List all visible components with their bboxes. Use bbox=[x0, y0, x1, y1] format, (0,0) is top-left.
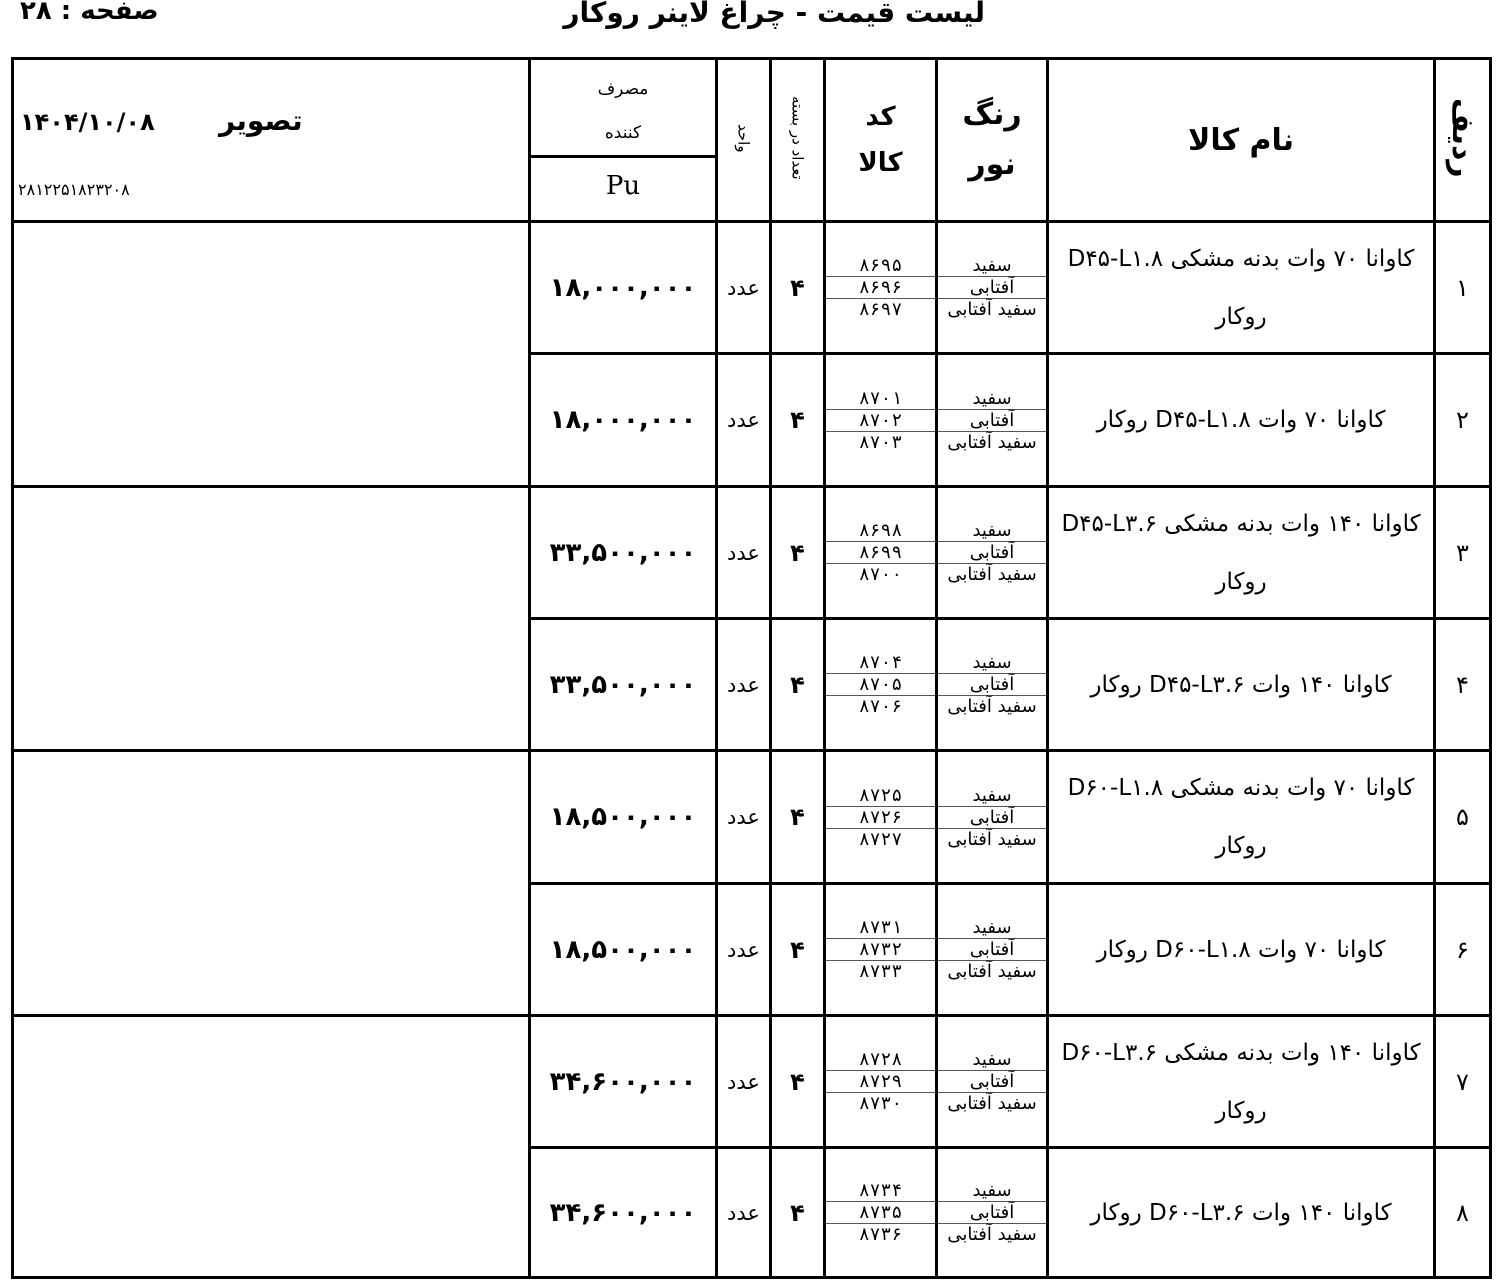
unit-value: عدد bbox=[727, 275, 760, 300]
product-name-cell bbox=[1048, 1016, 1435, 1148]
price-value: ۱۸,۰۰۰,۰۰۰ bbox=[549, 405, 697, 435]
product-drawing-cell bbox=[13, 222, 530, 487]
pack-header bbox=[771, 59, 825, 222]
light-color: سفید آفتابی bbox=[938, 695, 1046, 717]
code-cell bbox=[825, 222, 937, 354]
row-number: ۶ bbox=[1456, 935, 1469, 964]
row-number: ۸ bbox=[1456, 1198, 1469, 1227]
code-cell bbox=[825, 884, 937, 1016]
unit-header-label: واحد bbox=[734, 123, 753, 153]
unit-value: عدد bbox=[727, 672, 760, 697]
color-header-line1: رنگ bbox=[962, 97, 1022, 132]
color-cell bbox=[937, 222, 1048, 354]
consumer-price bbox=[530, 354, 717, 487]
color-cell bbox=[937, 1148, 1048, 1278]
product-drawing-cell bbox=[13, 751, 530, 1016]
page-header bbox=[0, 0, 1500, 50]
product-code: ۸۷۳۱ bbox=[858, 917, 903, 938]
color-cell bbox=[937, 487, 1048, 619]
pack-cell bbox=[771, 354, 825, 487]
product-code: ۸۷۳۴ bbox=[858, 1180, 903, 1201]
pack-value: ۴ bbox=[790, 803, 805, 831]
product-code: ۸۷۰۳ bbox=[826, 431, 935, 453]
product-code: ۸۷۳۶ bbox=[826, 1223, 935, 1245]
consumer-label-2: کننده bbox=[604, 122, 642, 143]
light-color: سفید آفتابی bbox=[938, 1092, 1046, 1114]
code-header bbox=[825, 59, 937, 222]
serial-number: ۲۸۱۲۲۵۱۸۲۳۲۰۸ bbox=[18, 179, 130, 199]
pack-cell bbox=[771, 884, 825, 1016]
product-name: کاوانا ۱۴۰ وات بدنه مشکی D۶۰-L۳.۶ روکار bbox=[1061, 1039, 1421, 1124]
unit-cell bbox=[717, 884, 771, 1016]
table-row bbox=[13, 751, 1491, 884]
product-code: ۸۷۰۶ bbox=[826, 695, 935, 717]
color-cell bbox=[937, 1016, 1048, 1148]
consumer-price bbox=[530, 884, 717, 1016]
product-name-cell bbox=[1048, 1148, 1435, 1278]
unit-value: عدد bbox=[727, 1069, 760, 1094]
pack-cell bbox=[771, 619, 825, 751]
light-color: سفید bbox=[972, 1049, 1012, 1070]
pack-cell bbox=[771, 1016, 825, 1148]
unit-cell bbox=[717, 1016, 771, 1148]
product-code: ۸۷۲۶ bbox=[826, 806, 935, 828]
product-name-cell bbox=[1048, 619, 1435, 751]
product-code: ۸۷۲۹ bbox=[826, 1070, 935, 1092]
price-value: ۳۴,۶۰۰,۰۰۰ bbox=[549, 1197, 697, 1228]
light-color: سفید آفتابی bbox=[938, 1223, 1046, 1245]
product-name-cell bbox=[1048, 354, 1435, 487]
table-header-row bbox=[13, 59, 1491, 222]
row-number-header bbox=[1435, 59, 1491, 222]
product-code: ۸۷۲۵ bbox=[858, 784, 903, 806]
product-name: کاوانا ۷۰ وات D۶۰-L۱.۸ روکار bbox=[1096, 936, 1386, 963]
color-cell bbox=[937, 751, 1048, 884]
unit-value: عدد bbox=[727, 408, 760, 432]
light-color: آفتابی bbox=[938, 276, 1046, 298]
product-code: ۸۷۳۳ bbox=[826, 960, 935, 982]
pack-value: ۴ bbox=[790, 670, 805, 699]
image-header bbox=[13, 59, 530, 222]
product-name-header bbox=[1048, 59, 1435, 222]
document-title: لیست قیمت - چراغ لاینر روکار bbox=[563, 0, 985, 29]
product-name-cell bbox=[1048, 751, 1435, 884]
consumer-price bbox=[530, 751, 717, 884]
row-number: ۴ bbox=[1456, 670, 1469, 699]
product-code: ۸۷۰۰ bbox=[826, 563, 935, 585]
consumer-price-header bbox=[530, 59, 717, 222]
light-color: سفید bbox=[972, 652, 1012, 673]
unit-cell bbox=[717, 487, 771, 619]
product-name-cell bbox=[1048, 884, 1435, 1016]
light-color: سفید bbox=[972, 784, 1012, 806]
product-code: ۸۷۳۵ bbox=[826, 1201, 935, 1223]
product-code: ۸۷۰۴ bbox=[858, 652, 903, 673]
page-number: صفحه : ۲۸ bbox=[20, 0, 159, 26]
product-code: ۸۷۲۸ bbox=[858, 1049, 903, 1070]
light-color: آفتابی bbox=[938, 409, 1046, 431]
product-code: ۸۶۹۹ bbox=[826, 541, 935, 563]
product-code: ۸۷۲۷ bbox=[826, 828, 935, 850]
row-number-cell bbox=[1435, 487, 1491, 619]
price-value: ۳۴,۶۰۰,۰۰۰ bbox=[549, 1066, 697, 1097]
pack-value: ۴ bbox=[790, 273, 805, 302]
consumer-label-1: مصرف bbox=[597, 78, 649, 99]
consumer-price bbox=[530, 222, 717, 354]
price-value: ۱۸,۰۰۰,۰۰۰ bbox=[549, 272, 697, 303]
product-name: کاوانا ۱۴۰ وات D۴۵-L۳.۶ روکار bbox=[1090, 671, 1392, 698]
code-cell bbox=[825, 354, 937, 487]
pack-value: ۴ bbox=[790, 935, 805, 964]
row-number-cell bbox=[1435, 1016, 1491, 1148]
light-color: سفید آفتابی bbox=[938, 431, 1046, 453]
unit-cell bbox=[717, 751, 771, 884]
light-color: آفتابی bbox=[938, 1201, 1046, 1223]
table-row bbox=[13, 222, 1491, 354]
code-header-line1: کد bbox=[865, 102, 896, 132]
unit-cell bbox=[717, 354, 771, 487]
product-name: کاوانا ۱۴۰ وات D۶۰-L۳.۶ روکار bbox=[1090, 1199, 1392, 1226]
row-number-cell bbox=[1435, 619, 1491, 751]
color-cell bbox=[937, 619, 1048, 751]
product-drawing-cell bbox=[13, 1016, 530, 1278]
pack-header-label: تعداد در بسته bbox=[788, 96, 807, 180]
color-cell bbox=[937, 884, 1048, 1016]
unit-value: عدد bbox=[727, 937, 760, 962]
consumer-price bbox=[530, 619, 717, 751]
light-color: آفتابی bbox=[938, 673, 1046, 695]
light-color: سفید bbox=[972, 1180, 1012, 1201]
code-header-line2: کالا bbox=[858, 148, 903, 178]
price-value: ۳۳,۵۰۰,۰۰۰ bbox=[549, 537, 697, 568]
image-column-label: تصویر bbox=[219, 103, 303, 137]
color-cell bbox=[937, 354, 1048, 487]
product-name-cell bbox=[1048, 222, 1435, 354]
unit-cell bbox=[717, 619, 771, 751]
pack-value: ۴ bbox=[790, 1198, 805, 1227]
table-row bbox=[13, 487, 1491, 619]
product-code: ۸۷۰۲ bbox=[826, 409, 935, 431]
light-color: سفید bbox=[972, 917, 1012, 938]
product-name-header-label: نام کالا bbox=[1187, 122, 1294, 158]
product-name: کاوانا ۷۰ وات بدنه مشکی D۴۵-L۱.۸ روکار bbox=[1067, 245, 1415, 330]
product-code: ۸۶۹۷ bbox=[826, 298, 935, 320]
product-code: ۸۷۰۱ bbox=[858, 387, 903, 409]
pack-value: ۴ bbox=[790, 406, 805, 434]
price-table bbox=[11, 57, 1492, 1279]
product-code: ۸۶۹۸ bbox=[858, 520, 903, 541]
unit-cell bbox=[717, 222, 771, 354]
code-cell bbox=[825, 1016, 937, 1148]
product-name: کاوانا ۷۰ وات بدنه مشکی D۶۰-L۱.۸ روکار bbox=[1067, 775, 1415, 859]
product-name-cell bbox=[1048, 487, 1435, 619]
code-cell bbox=[825, 1148, 937, 1278]
light-color: سفید bbox=[972, 520, 1012, 541]
light-color: سفید bbox=[972, 387, 1012, 409]
row-number: ۵ bbox=[1456, 803, 1469, 831]
color-header bbox=[937, 59, 1048, 222]
row-number-cell bbox=[1435, 751, 1491, 884]
unit-header bbox=[717, 59, 771, 222]
product-code: ۸۶۹۶ bbox=[826, 276, 935, 298]
product-code: ۸۷۰۵ bbox=[826, 673, 935, 695]
pack-value: ۴ bbox=[790, 538, 805, 567]
light-color: آفتابی bbox=[938, 1070, 1046, 1092]
light-color: سفید آفتابی bbox=[938, 960, 1046, 982]
unit-value: عدد bbox=[727, 1200, 760, 1225]
product-code: ۸۶۹۵ bbox=[858, 255, 903, 276]
product-name: کاوانا ۷۰ وات D۴۵-L۱.۸ روکار bbox=[1096, 407, 1386, 433]
light-color: سفید آفتابی bbox=[938, 563, 1046, 585]
currency-label: Pu bbox=[531, 155, 715, 214]
pack-value: ۴ bbox=[790, 1067, 805, 1096]
unit-cell bbox=[717, 1148, 771, 1278]
price-value: ۱۸,۵۰۰,۰۰۰ bbox=[549, 802, 697, 832]
consumer-price bbox=[530, 1016, 717, 1148]
date-label: ۱۴۰۴/۱۰/۰۸ bbox=[20, 107, 155, 136]
color-header-line2: نور bbox=[968, 147, 1016, 182]
light-color: آفتابی bbox=[938, 806, 1046, 828]
row-number-cell bbox=[1435, 1148, 1491, 1278]
pack-cell bbox=[771, 1148, 825, 1278]
price-value: ۱۸,۵۰۰,۰۰۰ bbox=[549, 934, 697, 965]
pack-cell bbox=[771, 751, 825, 884]
row-number: ۲ bbox=[1456, 406, 1469, 434]
light-color: سفید آفتابی bbox=[938, 828, 1046, 850]
product-code: ۸۷۳۰ bbox=[826, 1092, 935, 1114]
row-number: ۱ bbox=[1456, 273, 1469, 302]
price-value: ۳۳,۵۰۰,۰۰۰ bbox=[549, 669, 697, 700]
unit-value: عدد bbox=[727, 540, 760, 565]
unit-value: عدد bbox=[727, 805, 760, 829]
row-number-cell bbox=[1435, 222, 1491, 354]
code-cell bbox=[825, 751, 937, 884]
product-drawing-cell bbox=[13, 487, 530, 751]
code-cell bbox=[825, 487, 937, 619]
row-number: ۷ bbox=[1456, 1067, 1469, 1096]
row-number-cell bbox=[1435, 884, 1491, 1016]
light-color: سفید آفتابی bbox=[938, 298, 1046, 320]
consumer-price bbox=[530, 1148, 717, 1278]
code-cell bbox=[825, 619, 937, 751]
pack-cell bbox=[771, 222, 825, 354]
table-row bbox=[13, 1016, 1491, 1148]
pack-cell bbox=[771, 487, 825, 619]
row-number-cell bbox=[1435, 354, 1491, 487]
row-number: ۳ bbox=[1456, 538, 1469, 567]
consumer-price bbox=[530, 487, 717, 619]
light-color: آفتابی bbox=[938, 541, 1046, 563]
light-color: سفید bbox=[972, 255, 1012, 276]
row-number-header-label: ردیف bbox=[1445, 98, 1480, 178]
product-name: کاوانا ۱۴۰ وات بدنه مشکی D۴۵-L۳.۶ روکار bbox=[1061, 510, 1421, 595]
light-color: آفتابی bbox=[938, 938, 1046, 960]
product-code: ۸۷۳۲ bbox=[826, 938, 935, 960]
